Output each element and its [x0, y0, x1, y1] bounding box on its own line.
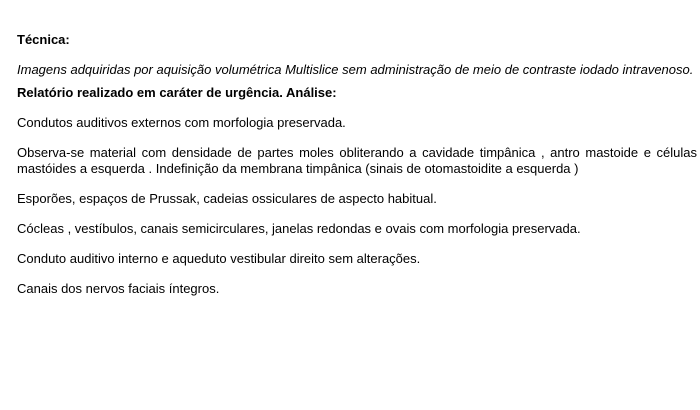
finding-facial-nerves: Canais dos nervos faciais íntegros.: [17, 281, 220, 296]
analysis-heading: Relatório realizado em caráter de urgência. Análise:: [17, 85, 337, 100]
finding-ossicles: Esporões, espaços de Prussak, cadeias ossiculares de aspecto habitual.: [17, 191, 437, 206]
finding-internal-canal: Conduto auditivo interno e aqueduto vestibular direito sem alterações.: [17, 251, 421, 266]
technique-text: Imagens adquiridas por aquisição volumétrica Multislice sem administração de meio de contraste iodado intravenoso.: [17, 62, 694, 77]
finding-cochleae: Cócleas , vestíbulos, canais semicirculares, janelas redondas e ovais com morfologia preservada.: [17, 221, 581, 236]
finding-tympanic-cavity: Observa-se material com densidade de partes moles obliterando a cavidade timpânica , antro mastoide e células mastóides a esquerda . Indefinição da membrana timpânica (sinais de otomastoidite a esquerda ): [17, 145, 697, 176]
technique-heading: Técnica:: [17, 32, 70, 47]
finding-external-canals: Condutos auditivos externos com morfologia preservada.: [17, 115, 346, 130]
